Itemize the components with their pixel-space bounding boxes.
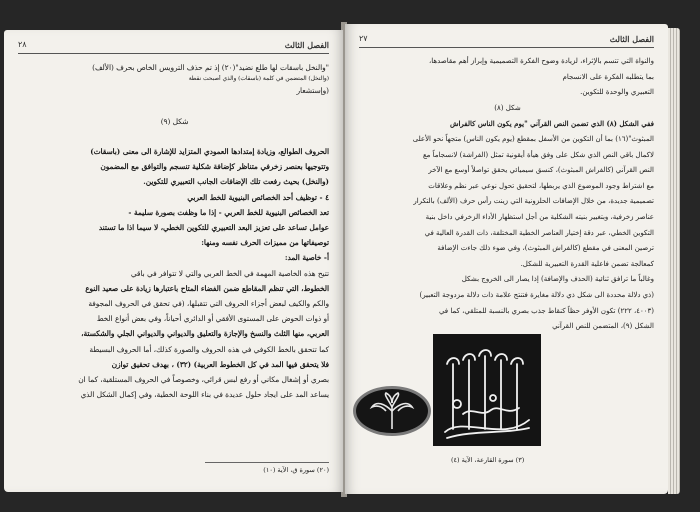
- page-edges: [668, 28, 680, 494]
- right-page: [345, 24, 668, 494]
- body-line: (ذي دلالة محددة الى شكل ذي دلالة مغايرة فتنتج علامة ذات دلالة مزدوجة التعبير): [419, 290, 654, 299]
- figure-label: شكل (٩): [160, 116, 189, 126]
- ornament-icon: [356, 389, 428, 433]
- body-line: لاكمال باقي النص الذي شكل على وفق هيأة أيقونية تمثل (الفراشة) لانسجاماً مع: [422, 150, 654, 159]
- body-line: الخطوط، التي تنظم المقاطع ضمن الفضاء المتاح باعتبارها زيادة على صعيد النوع: [85, 283, 329, 293]
- body-line: عناصر زخرفية، وبتغيير بنيته الشكلية من أجل استظهار الأداء الزخرفي داخل بنية: [425, 212, 654, 221]
- body-line: (والتخل) المتضمن في كلمة (باسقات) والذي أصبحت نقطة: [188, 76, 329, 83]
- body-line: العربي، منها الثلث والنسخ والإجازة والتعليق والديواني والديواني الجلي والشكستة،: [81, 329, 329, 339]
- body-line: والنواة التي تتسم بالإثراء، لزيادة وضوح الفكرة التصميمية وإبراز أهم مقاصدها،: [429, 57, 654, 65]
- right-page-header: [359, 34, 654, 48]
- chapter-title: الفصل الثالث: [609, 34, 654, 44]
- body-line: تعد الخصائص البنيوية للخط العربي - إذا ما وظفت بصورة سليمة -: [128, 207, 329, 217]
- section-heading: ٤ - توظيف أحد الخصائص البنيوية للخط العربي: [187, 192, 329, 202]
- body-line: توصيفاتها من مميزات الحرف نفسه ومنها:: [201, 238, 329, 248]
- body-line: المبثوث"(١٦) بما أن التكوين من الأسفل بمقطع (يوم يكون الناس) متجهاً نحو الأعلى: [412, 134, 654, 143]
- footnote-rule: [205, 462, 329, 463]
- body-line: عوامل تساعد على تعزيز البعد التعبيري للتكوين الخطي، لا سيما اذا ما تستند: [98, 223, 329, 233]
- body-line: [20, 98, 329, 113]
- left-page-header: [18, 40, 329, 54]
- body-line: وغالباً ما ترافق ثنائية (الحذف والإضافة) إذا يصار الى الخروج بشكل: [461, 275, 654, 284]
- figure-label: شكل (٨): [494, 103, 521, 112]
- body-line: التكوين الخطي، عبر دقة إختيار العناصر الخطية المختلفة، ذات القدرة العالية في: [424, 228, 654, 237]
- body-line: يساعد المد على ايجاد حلول عديدة في بناء اللوحة الخطية، وفي إكمال الشكل الذي: [80, 390, 329, 400]
- calligraphy-figures: [353, 334, 541, 466]
- body-line: ففي الشكل (٨) الذي تضمن النص القرآني "يوم يكون الناس كالفراش: [449, 119, 654, 129]
- square-calligraphy-image: [433, 334, 541, 446]
- body-line: بما يتطلبه الفكرة على الانسجام: [562, 72, 654, 81]
- subsection-heading: أ- خاصية المد:: [284, 253, 329, 263]
- body-line: كمعالجة تضمن فاعلية القدرة التعبيرية للشكل.: [520, 259, 654, 268]
- body-line: وتتوجيها بعنصر زخرفي متناظر كإضافة شكلية تنسجم والتوافق مع المضمون: [100, 162, 329, 172]
- chapter-title: الفصل الثالث: [284, 40, 329, 50]
- body-line: النص القرآني (كالفراش المبثوث)، كنسق سيميائي يحقق تواصلاً أوسع مع الآخر: [428, 166, 654, 175]
- body-line: [20, 129, 329, 144]
- body-line: أو ذوات الحوض على المستوى الأفقي أو الدائري أحياناً، وفي بعض أنواع الخط: [96, 314, 329, 324]
- footnote-text: (٢٠) سورة ق، الآية (١٠): [263, 466, 329, 474]
- body-line: "والنخل باسقات لها طلع نضيد"(٢٠) إذ تم حذف الترويس الخاص بحرف (الألف): [92, 63, 329, 72]
- body-line: تتيح هذه الخاصية المهمة في الخط العربي والتي لا تتوافر في باقي: [130, 268, 329, 278]
- open-book: [4, 22, 696, 497]
- calligraphy-artwork-icon: [433, 334, 541, 446]
- body-line: تصميمية جديدة، من خلال الإضافات الحلزونية التي زينت رأس حرف (الألف) بالتكرار: [413, 197, 654, 206]
- body-line: التعبيري والوحدة للتكوين.: [580, 88, 654, 97]
- body-line: كما تتحقق بالخط الكوفي في هذه الحروف والصورة كذلك، أما الحروف البسيطة: [89, 344, 329, 354]
- right-page-body: [361, 54, 654, 335]
- page-number: ٢٨: [18, 40, 27, 49]
- left-footnote: [20, 462, 329, 474]
- header-rule: [18, 53, 329, 54]
- header-rule: [359, 47, 654, 48]
- body-line: والكم والكيف لبعض أجزاء الحروف التي تتقبلها، (في تحقق في الحروف المجوفة: [88, 299, 329, 309]
- body-line: بصري أو إشغال مكاني أو رفع لبس قرائي، وخصوصاً في الحروف المستلقية، كما ان: [78, 375, 329, 385]
- left-page-body: [20, 60, 329, 402]
- page-number: ٢٧: [359, 34, 368, 43]
- figure-caption: (٣) سورة القارعة، الآية (٤): [451, 456, 525, 464]
- body-line: ترصين المعنى في مقطع (كالفراش المبثوث)، وفي ضوء ذلك جاءت الإضافة: [437, 244, 654, 253]
- body-line: الحروف الطوالع، وزيادة إمتدادها العمودي المتزايد للإشارة الى معنى (باسقات): [90, 147, 329, 157]
- body-line: الشكل (٩)، المتضمن للنص القرآني: [552, 322, 654, 331]
- left-page: [4, 30, 343, 492]
- ellipse-calligraphy-image: [353, 386, 431, 436]
- body-line: فلا يتحقق فيها المد في كل الخطوط العربية) (٣٢) ، بهدف تحقيق توازن: [111, 359, 329, 369]
- body-line: (٤٠٠٣، ٢٢٢) تكون الأوفر حظاً كنقاط جذب بصري بالنسبة للمتلقي، كما في: [438, 306, 654, 315]
- body-line: (والنخل) بحيث رفعت تلك الإضافات الجانب التعبيري للتكوين.: [143, 177, 329, 187]
- body-line: مع اشتراط وجود الموضوع الذي يربطها، لتحقيق تحول نوعي عبر نظم وعلاقات: [428, 181, 654, 190]
- body-line: (وإستشعار: [296, 86, 329, 96]
